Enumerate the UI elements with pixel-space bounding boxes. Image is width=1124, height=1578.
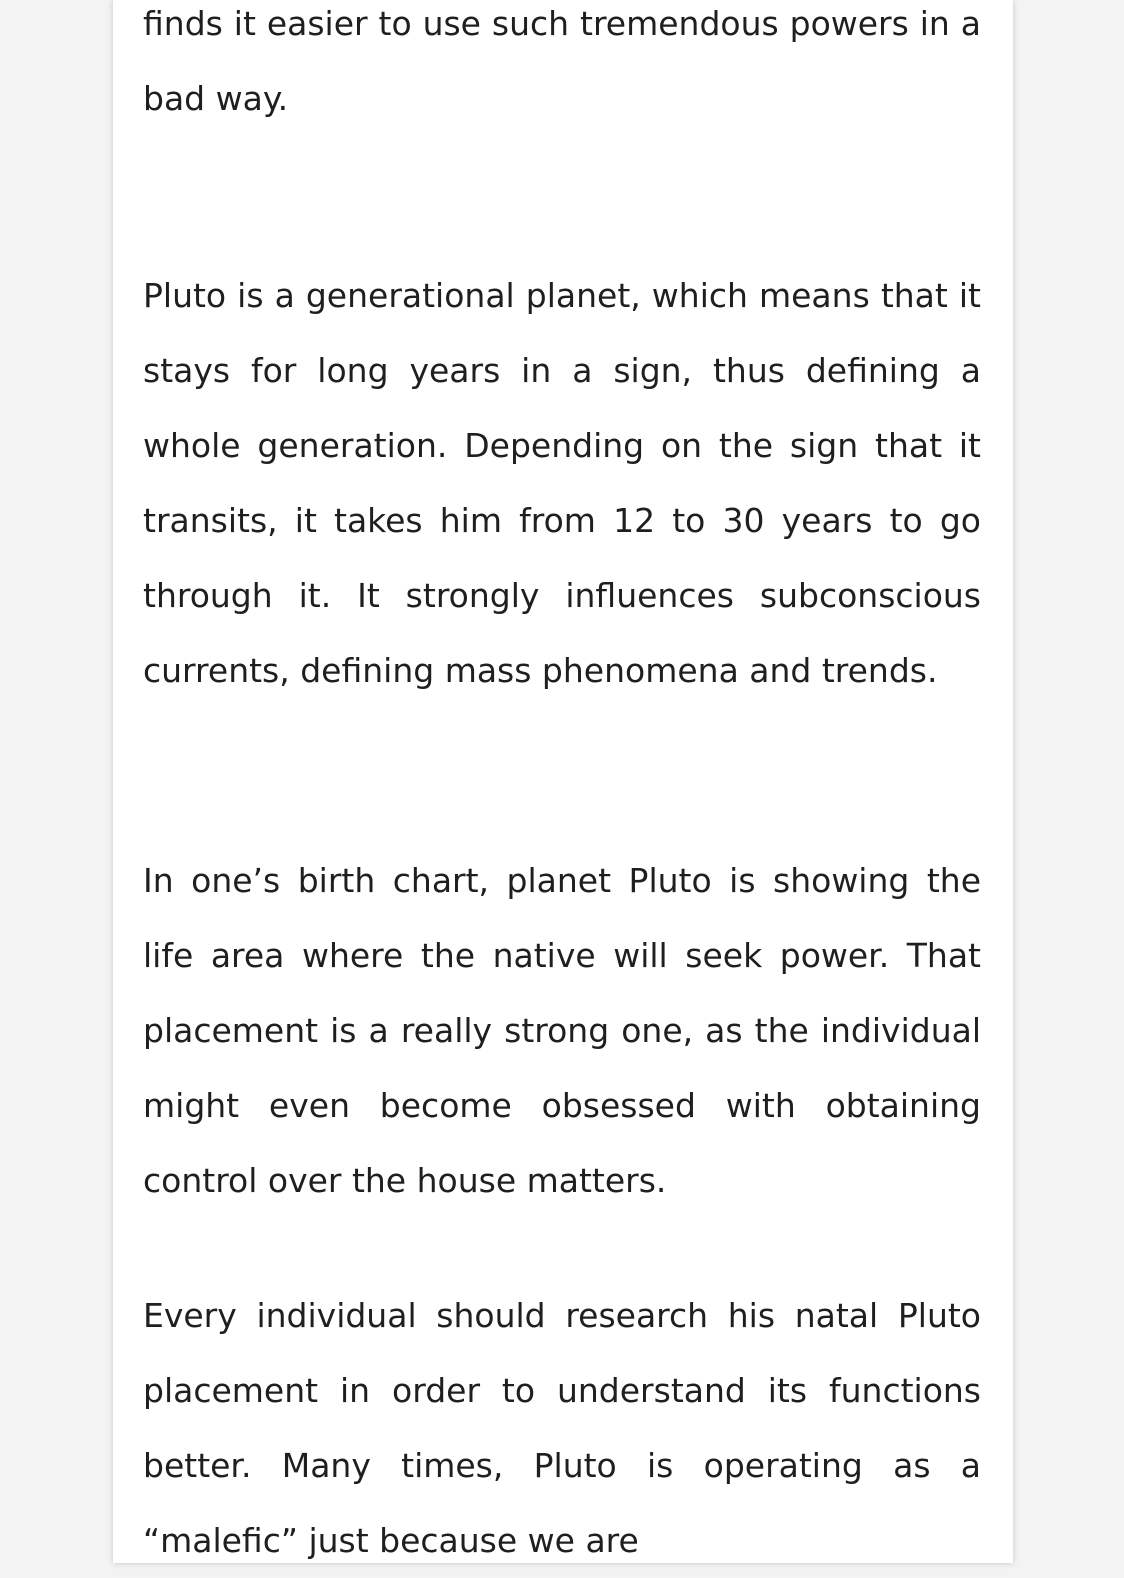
paragraph-continued: finds it easier to use such tremendous powers in a bad way. bbox=[143, 4, 981, 118]
paragraph-generational-planet: Pluto is a generational planet, which means that it stays for long years in a sign, thus defining a whole generation. Depending on the sign that it transits, it takes him from 12 to 30 years to go through it. It strongly influences subconscious currents, defining mass phenomena and trends. bbox=[143, 276, 981, 690]
paragraph-birth-chart: In one’s birth chart, planet Pluto is showing the life area where the native will seek power. That placement is a really strong one, as the individual might even become obsessed with obtaining control over the house matters. bbox=[143, 861, 981, 1200]
article-page bbox=[113, 0, 1013, 1563]
paragraph-natal-placement: Every individual should research his natal Pluto placement in order to understand its functions better. Many times, Pluto is operating as a “malefic” just because we are bbox=[143, 1296, 981, 1560]
